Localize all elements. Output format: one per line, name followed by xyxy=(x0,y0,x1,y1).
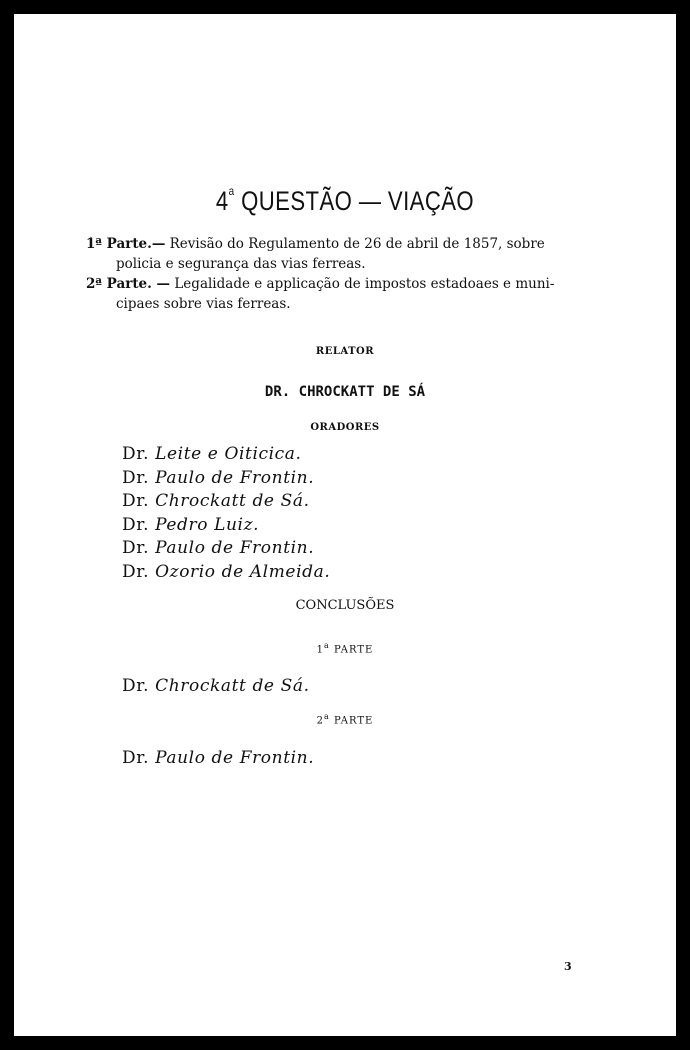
orador-name: Paulo de Frontin. xyxy=(155,467,315,488)
orador-prefix: Dr. xyxy=(122,561,150,582)
orador-prefix: Dr. xyxy=(122,514,150,535)
conclusao-parte-1-num: 1 xyxy=(316,644,325,656)
orador-item xyxy=(122,467,330,491)
orador-item xyxy=(122,561,330,585)
document-page xyxy=(14,14,676,1036)
orador-item xyxy=(122,490,330,514)
orador-name: Chrockatt de Sá. xyxy=(155,491,310,511)
conclusao-parte-2-label: PARTE xyxy=(333,715,374,727)
orador-prefix: Dr. xyxy=(122,538,150,558)
orador-name: Paulo de Frontin. xyxy=(155,538,315,558)
orador-item xyxy=(122,514,330,538)
orador-name: Ozorio de Almeida. xyxy=(155,561,331,582)
conclusao-parte-2-name: Paulo de Frontin. xyxy=(155,748,315,768)
conclusao-parte-2-prefix: Dr. xyxy=(122,748,150,768)
parte-2-paragraph xyxy=(86,274,606,314)
conclusao-parte-1-name: Chrockatt de Sá. xyxy=(155,676,310,696)
conclusao-parte-1-author xyxy=(122,676,310,696)
orador-prefix: Dr. xyxy=(122,444,150,464)
title-text: QUESTÃO — VIAÇÃO xyxy=(241,186,475,216)
conclusao-parte-1-label: PARTE xyxy=(333,644,374,656)
conclusao-parte-1-sup: a xyxy=(324,641,330,650)
parte-1-label: 1ª Parte.— xyxy=(86,236,166,252)
relator-name: DR. CHROCKATT DE SÁ xyxy=(264,384,426,400)
conclusao-parte-1-prefix: Dr. xyxy=(122,676,150,696)
parte-2-line1: Legalidade e applicação de impostos estadoaes e muni- xyxy=(174,276,555,292)
orador-item xyxy=(122,537,330,561)
orador-prefix: Dr. xyxy=(122,491,150,511)
relator-heading: RELATOR xyxy=(315,346,375,357)
title-number: 4 xyxy=(215,186,229,216)
orador-name: Pedro Luiz. xyxy=(155,514,260,535)
conclusao-parte-2-sup: a xyxy=(324,712,330,721)
title-number-sup: a xyxy=(228,184,235,198)
orador-prefix: Dr. xyxy=(122,467,150,488)
conclusao-parte-2-author xyxy=(122,748,314,768)
parte-1-line1: Revisão do Regulamento de 26 de abril de 1857, sobre xyxy=(169,236,545,252)
conclusao-parte-2-heading xyxy=(14,712,676,726)
page-number: 3 xyxy=(564,960,572,973)
conclusao-parte-1-heading xyxy=(14,641,676,655)
oradores-list xyxy=(122,443,330,584)
oradores-heading: ORADORES xyxy=(310,422,380,433)
parte-1-paragraph xyxy=(86,234,606,274)
conclusao-parte-2-num: 2 xyxy=(316,715,325,727)
parte-2-line2: cipaes sobre vias ferreas. xyxy=(116,296,291,312)
conclusoes-heading: CONCLUSÕES xyxy=(295,598,395,613)
orador-name: Leite e Oiticica. xyxy=(155,444,302,464)
parte-1-line2: policia e segurança das vias ferreas. xyxy=(116,256,366,272)
orador-item xyxy=(122,443,330,467)
parte-2-label: 2ª Parte. — xyxy=(86,276,171,292)
page-title xyxy=(74,186,617,217)
